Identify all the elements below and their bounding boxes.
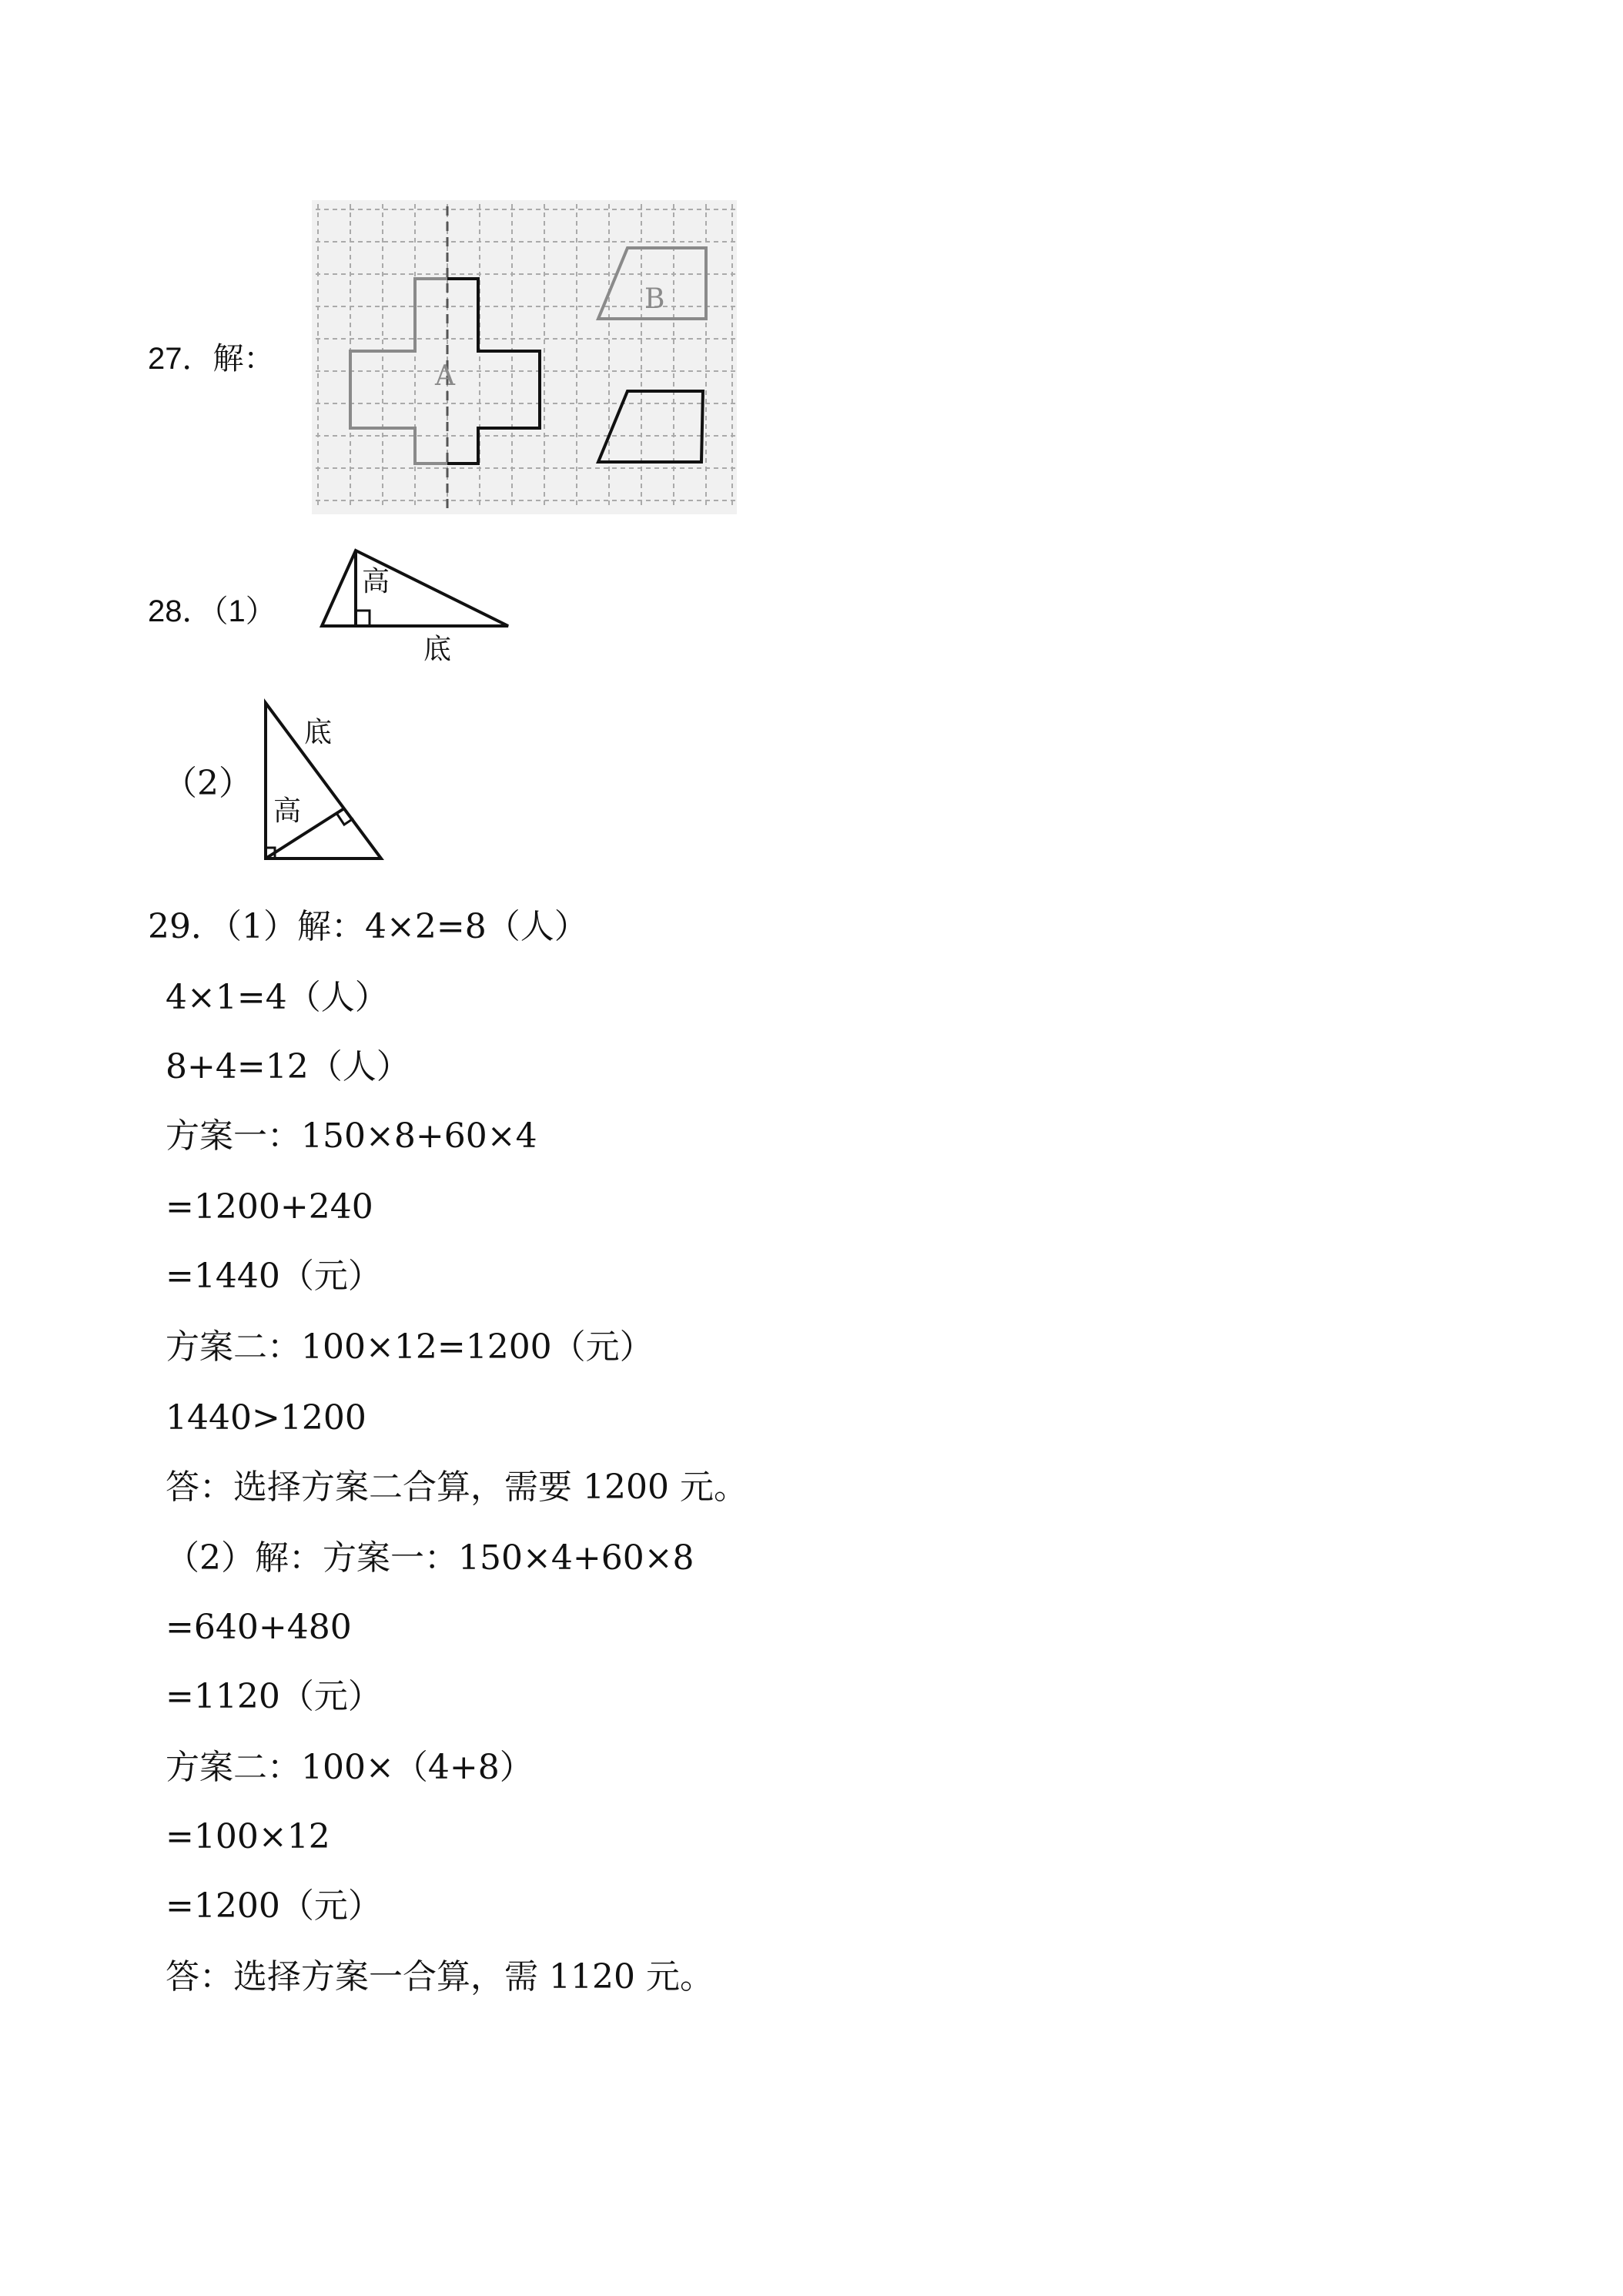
q29-line-16: 答：选择方案一合算，需 1120 元。 [166,1957,714,1996]
q28-label-1: 28．（1） [148,594,276,628]
q28-triangle-2 [258,697,397,866]
q29-line-10: （2）解：方案一：150×4+60×8 [166,1538,694,1578]
q29-line-6: =1440（元） [166,1257,382,1296]
q29-line-5: =1200+240 [166,1187,373,1227]
shape-a-outline [350,279,447,464]
q27-label: 27．解： [148,342,275,376]
q29-line-3: 8+4=12（人） [166,1047,410,1086]
height-label: 高 [273,795,302,827]
q27-grid-figure [312,200,737,514]
q29-line-8: 1440>1200 [166,1398,366,1438]
height-label: 高 [362,566,390,597]
shape-b-translated [598,391,703,462]
q28-triangle-1 [316,543,524,670]
right-angle-mark [336,813,353,825]
q29-line-14: =100×12 [166,1817,330,1856]
q28-label-2: （2） [163,764,253,803]
base-label: 底 [423,634,452,665]
shape-a-label: A [435,360,455,392]
right-angle-mark [356,611,370,626]
shape-b-label: B [644,283,665,315]
q29-line-11: =640+480 [166,1608,352,1647]
q29-line-9: 答：选择方案二合算，需要 1200 元。 [166,1468,748,1507]
q29-line-4: 方案一：150×8+60×4 [166,1116,537,1156]
q29-line-12: =1120（元） [166,1677,382,1716]
q29-line-2: 4×1=4（人） [166,978,389,1017]
q29-line-15: =1200（元） [166,1886,382,1926]
q29-line-1: 29．（1）解：4×2=8（人） [148,907,588,946]
base-label: 底 [304,717,333,748]
q29-line-13: 方案二：100×（4+8） [166,1748,534,1787]
q29-line-7: 方案二：100×12=1200（元） [166,1327,654,1367]
